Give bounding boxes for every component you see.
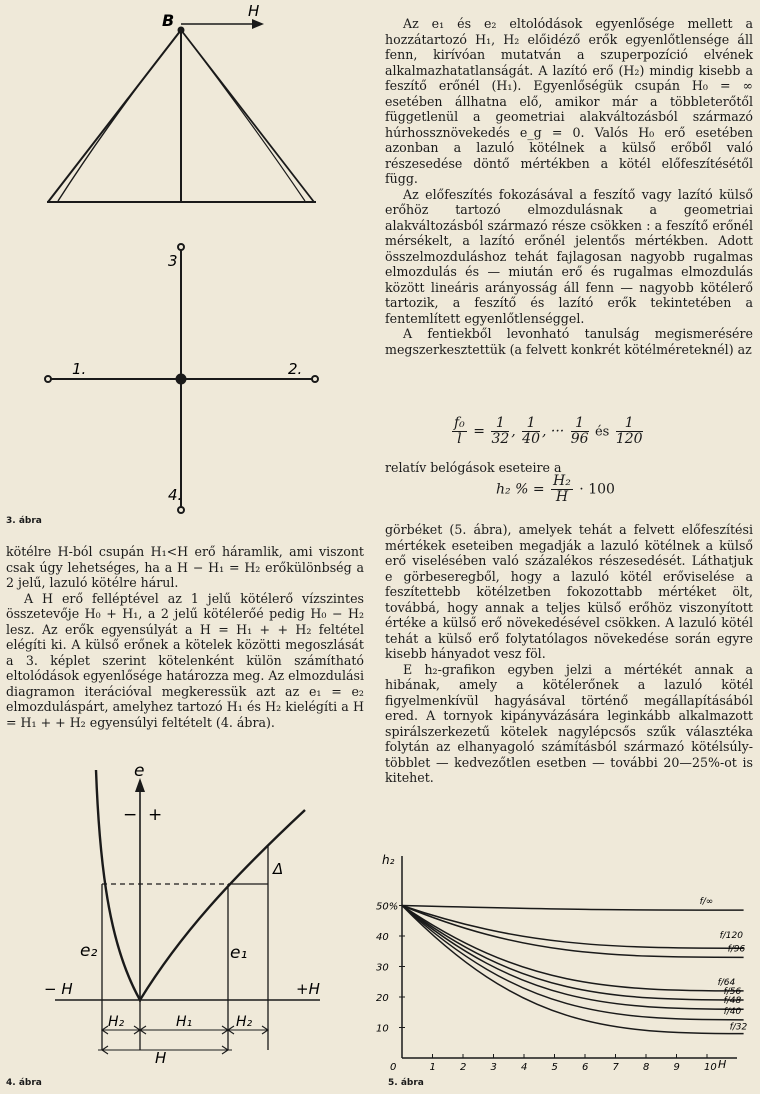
fig4-label-e1: e₁	[230, 943, 248, 963]
fig4-label-delta: Δ	[273, 860, 284, 878]
fig5-y-tick-10: 10	[376, 1023, 389, 1035]
fig5-x-tick-6: 6	[582, 1062, 589, 1073]
right-column-text-bottom	[385, 522, 753, 786]
right-column-text-top	[385, 16, 753, 357]
fig5-x-tick-5: 5	[551, 1062, 558, 1073]
fig5-curve-label-5: f/48	[723, 996, 742, 1007]
fig3-label-2: 2.	[288, 360, 303, 378]
fig5-y-axis-label: h₂	[382, 853, 395, 867]
right-paragraph-2: Az előfeszítés fokozásával a feszítő vagy lazító külső erőhöz tartozó elmozdulásnak a geometriai alakváltozásból származó része csökken : a feszítő erőnél mérsékelt, a lazító erőnél jelentős mértékben. Adott összelmozduláshoz tehát fajlagosan nagyobb rugalmas elmozdulás és — miután erő és rugalmas elmozdulás között lineáris arányosság áll fenn — nagyobb kötélerő tartozik, a feszítő és lazító erők tekintetében a fentemlített egyenlőtlenséggel.	[385, 186, 753, 326]
fig3-label-1: 1.	[72, 360, 87, 378]
right-paragraph-6: E h₂-grafikon egyben jelzi a mértékét annak a hibának, amely a kötélerőnek a lazuló kötél figyelmenkívül hagyásával történő megállapításából ered. A tornyok kipányvázására leginkább alkalmazott spirálszerkezetű kötelek nagylépcsős szűk választéka folytán az elhanyagoló számításból származó kötélsúly-többlet — kedvezőtlen esetben — további 20—25%-ot is kitehet.	[385, 661, 753, 785]
fig4-label-plusH: +H	[296, 980, 320, 998]
fig5-curve-label-3: f/64	[717, 977, 736, 988]
fig4-label-plus: +	[148, 805, 163, 825]
figure-3	[0, 0, 370, 530]
fig3-top-drawing	[47, 19, 316, 202]
fig5-x-tick-3: 3	[490, 1062, 497, 1073]
fig5-curve-6	[402, 906, 744, 1020]
fig5-curve-0	[402, 906, 744, 911]
fig5-x-tick-7: 7	[612, 1062, 619, 1073]
fig5-y-tick-20: 20	[376, 993, 389, 1004]
figure-4	[0, 760, 370, 1078]
fig4-label-e: e	[134, 761, 145, 781]
left-column-text	[6, 544, 364, 730]
fig5-x-tick-8: 8	[643, 1062, 650, 1073]
fig5-curve-label-4: f/56	[723, 987, 742, 998]
fig5-x-tick-2: 2	[460, 1062, 467, 1073]
left-paragraph-2: A H erő felléptével az 1 jelű kötélerő vízszintes összetevője H₀ + H₁, a 2 jelű kötélerőé pedig H₀ − H₂ lesz. Az erők egyensúlyát a H = H₁ + + H₂ feltétel elégíti ki. A külső erőnek a kötelek közötti megoszlását a 3. képlet szerint kötelenként külön számítható eltolódások egyenlősége határozza meg. Az elmozdulási diagramon iterációval megkeressük azt az e₁ = e₂ elmozduláspárt, amelyhez tartozó H₁ és H₂ kielégíti a H = H₁ + + H₂ egyensúlyi feltételt (4. ábra).	[6, 590, 364, 730]
right-paragraph-3: A fentiekből levonható tanulság megismerésére megszerkesztettük (a felvett konkrét kötélméreteknél) az	[385, 326, 753, 357]
fig5-curve-2	[402, 906, 744, 958]
fig3-caption: 3. ábra	[6, 516, 42, 526]
fig5-caption: 5. ábra	[388, 1078, 424, 1088]
fig5-curve-label-7: f/32	[729, 1022, 748, 1033]
fig5-x-tick-1: 1	[429, 1062, 436, 1073]
left-paragraph-1: kötélre H-ból csupán H₁<H erő háramlik, ami viszont csak úgy lehetséges, ha a H − H₁ = H₂ erőkülönbség a 2 jelű, lazuló kötélre hárul.	[6, 544, 364, 590]
fig3-plan-drawing	[45, 244, 318, 513]
fig5-y-tick-40: 40	[376, 932, 389, 943]
fig5-x-tick-10: 10	[704, 1062, 717, 1073]
fig4-label-H2-left: H₂	[108, 1014, 125, 1030]
fig4-curve-e1	[140, 810, 305, 1000]
fig5-curve-1	[402, 906, 744, 949]
fig5-y-tick-50: 50%	[376, 901, 399, 913]
right-paragraph-5: görbéket (5. ábra), amelyek tehát a felvett előfeszítési mértékek eseteiben megadják a lazuló kötélnek a külső erő viselésében való százalékos részesedését. Láthatjuk e görbeseregből, hogy a lazuló kötél erőviselése a feszítettebb kötélzetben fokozottabb mértéket ölt, továbbá, hogy annak a teljes külső erőhöz viszonyított értéke a külső erő növekedésével csökken. A lazuló kötél tehát a külső erő folytatólagos növekedése során egyre kisebb hányadot vesz föl.	[385, 522, 753, 661]
fig5-x-tick-9: 9	[673, 1062, 680, 1073]
fig3-label-4: 4.	[168, 486, 183, 504]
fig4-label-e2: e₂	[80, 941, 98, 961]
fig4-label-minus: −	[123, 805, 138, 825]
fig3-label-B: B	[162, 11, 175, 30]
fig5-curve-label-6: f/40	[723, 1006, 742, 1017]
figure-5-chart	[372, 848, 760, 1080]
right-paragraph-4: relatív belógások eseteire a	[385, 460, 562, 475]
fig3-label-3: 3	[168, 252, 178, 270]
fig5-x-axis-label: H	[718, 1058, 727, 1071]
formula-relative-sag: $\frac{\text{f₀}}{l}$ = $\frac{1}{32}$ , $\frac{1}{40}$ , ··· $\frac{1}{96}$ és $\frac{1}{120}$	[454, 415, 643, 447]
fig5-curve-label-2: f/96	[727, 944, 746, 955]
fig5-curve-label-0: f/∞	[699, 897, 714, 908]
fig3-label-H: H	[248, 2, 260, 20]
fig5-x-tick-0: 0	[390, 1062, 397, 1073]
fig4-label-H1: H₁	[176, 1014, 193, 1030]
fig4-caption: 4. ábra	[6, 1078, 42, 1088]
fig4-label-H2-right: H₂	[236, 1014, 253, 1030]
fig5-y-tick-30: 30	[376, 962, 389, 974]
fig5-curve-label-1: f/120	[719, 931, 743, 942]
formula-h2-percent: h₂ % = $\frac{\text{H₂}}{H}$ · 100	[496, 473, 615, 505]
right-paragraph-1: Az e₁ és e₂ eltolódások egyenlősége mellett a hozzátartozó H₁, H₂ előidéző erők egyenlőtlensége áll fenn, kirívóan mutatván a szuperpozíció elvének alkalmazhatatlanságát. A lazító erő (H₂) mindig kisebb a feszítő erőnél (H₁). Egyenlőségük csupán H₀ = ∞ esetében állhatna elő, amikor már a többleterőtől függetlenül a geometriai alakváltozásból származó húrhossznövekedés e_g = 0. Valós H₀ erő esetében azonban a lazuló kötélnek a külső erőből való részesedése döntő mértékben a kötél előfeszítésétől függ.	[385, 16, 753, 186]
fig5-x-tick-4: 4	[521, 1062, 528, 1073]
fig4-label-minusH: − H	[44, 980, 73, 998]
fig4-label-H: H	[155, 1049, 167, 1067]
